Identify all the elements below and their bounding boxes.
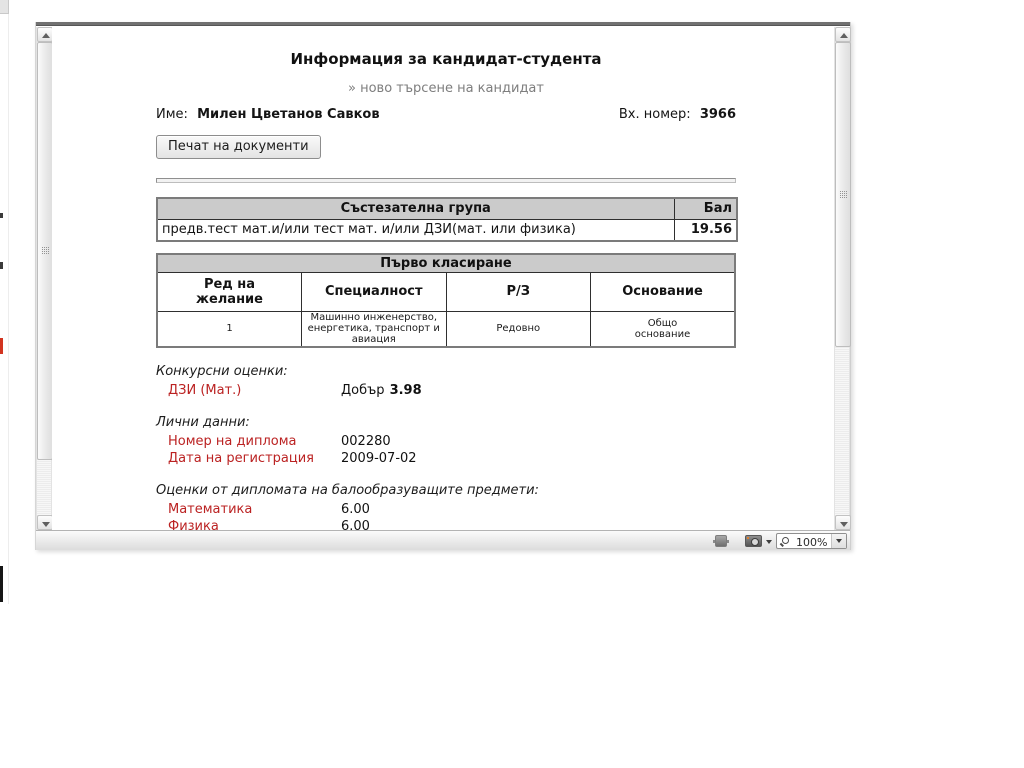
- ranking-form-cell: Редовно: [446, 311, 591, 347]
- grip-icon: [42, 247, 43, 248]
- score-value-cell: 19.56: [674, 219, 737, 241]
- grip-icon: [840, 191, 841, 192]
- new-search-link[interactable]: » ново търсене на кандидат: [348, 81, 544, 96]
- field-value: 2009-07-02: [341, 451, 417, 466]
- arrow-up-icon: [840, 33, 848, 38]
- page-content-area: [52, 27, 834, 530]
- ranking-header-form: Р/З: [446, 272, 591, 311]
- zoom-level: 100%: [796, 536, 828, 549]
- score-group-cell: предв.тест мат.и/или тест мат. и/или ДЗИ(мат. или физика): [157, 219, 674, 241]
- scroll-down-button[interactable]: [835, 515, 851, 530]
- ranking-header-order: Ред на желание: [157, 272, 302, 311]
- scrollbar-thumb[interactable]: [37, 42, 53, 460]
- section-title: Конкурсни оценки:: [156, 364, 288, 379]
- camera-icon[interactable]: [745, 535, 762, 547]
- section-title: Оценки от дипломата на балообразуващите предмети:: [156, 483, 539, 498]
- screen-artifact-dark: [0, 565, 3, 602]
- list-item: [156, 433, 736, 450]
- browser-window: [35, 22, 851, 550]
- list-item: [156, 518, 736, 530]
- print-documents-button[interactable]: Печат на документи: [156, 135, 321, 159]
- ranking-table: [156, 253, 736, 348]
- right-scrollbar[interactable]: [834, 27, 850, 530]
- panel-icon[interactable]: [715, 535, 727, 547]
- list-item: [156, 501, 736, 518]
- table-row: [157, 219, 737, 241]
- chevron-down-icon[interactable]: [766, 540, 772, 544]
- section-title: Лични данни:: [156, 415, 250, 430]
- score-label: ДЗИ (Мат.): [168, 383, 242, 398]
- entry-number-label: Вх. номер:: [618, 107, 691, 122]
- screen-artifact: [0, 262, 3, 269]
- field-label: Дата на регистрация: [168, 451, 314, 466]
- subject-label: Физика: [168, 519, 219, 530]
- arrow-up-icon: [42, 33, 50, 38]
- horizontal-divider: [156, 178, 736, 183]
- field-value: 002280: [341, 434, 391, 449]
- background-window-edge: [8, 14, 9, 604]
- status-bar: [36, 530, 850, 550]
- exam-scores-section: [156, 364, 736, 399]
- subject-grade: 6.00: [341, 502, 370, 517]
- ranking-header-specialty: Специалност: [302, 272, 447, 311]
- table-row: [157, 311, 735, 347]
- background-window-corner: [0, 0, 9, 14]
- list-item: [156, 382, 736, 399]
- scrollbar-thumb[interactable]: [835, 42, 851, 347]
- scroll-up-button[interactable]: [835, 27, 851, 42]
- ranking-order-cell: 1: [157, 311, 302, 347]
- screen-artifact: [0, 213, 3, 218]
- zoom-dropdown-button[interactable]: [831, 534, 846, 548]
- magnifier-icon: [782, 537, 789, 544]
- name-label: Име:: [156, 107, 188, 122]
- score-table-header-group: Състезателна група: [157, 198, 674, 219]
- ranking-basis-cell: Общо основание: [591, 311, 736, 347]
- score-table-header-score: Бал: [674, 198, 737, 219]
- scroll-up-button[interactable]: [37, 27, 53, 42]
- page-title: Информация за кандидат-студента: [290, 50, 602, 68]
- subject-grade: 6.00: [341, 519, 370, 530]
- list-item: [156, 450, 736, 467]
- entry-number: [619, 107, 736, 123]
- scroll-down-button[interactable]: [37, 515, 53, 530]
- arrow-down-icon: [42, 522, 50, 527]
- field-label: Номер на диплома: [168, 434, 297, 449]
- left-scrollbar[interactable]: [36, 27, 52, 530]
- ranking-specialty-cell: Машинно инженерство, енергетика, транспорт и авиация: [302, 311, 447, 347]
- score-table: [156, 197, 738, 242]
- diploma-grades-section: [156, 483, 736, 530]
- ranking-table-title: Първо класиране: [157, 254, 735, 272]
- zoom-control[interactable]: [776, 533, 847, 549]
- window-top-bar: [36, 22, 850, 26]
- personal-data-section: [156, 415, 736, 467]
- subject-label: Математика: [168, 502, 253, 517]
- entry-number-value: 3966: [699, 107, 736, 122]
- score-value: Добър 3.98: [341, 383, 422, 398]
- name-value: Милен Цветанов Савков: [197, 107, 380, 122]
- screen-artifact-red: [0, 338, 3, 354]
- ranking-header-basis: Основание: [591, 272, 736, 311]
- candidate-name: [156, 107, 380, 123]
- arrow-down-icon: [840, 522, 848, 527]
